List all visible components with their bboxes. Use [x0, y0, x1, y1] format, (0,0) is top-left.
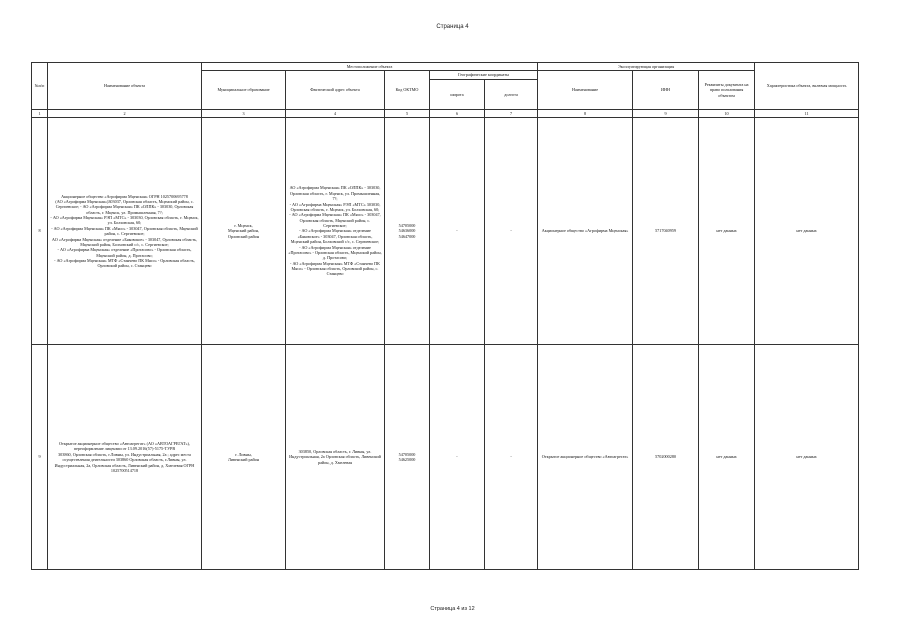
cell-municipality: г. Ливны, Ливенский район [202, 345, 286, 570]
col-header-oktmo: Код ОКТМО [385, 71, 430, 109]
col-number-6: 6 [430, 109, 485, 117]
cell-inn: 5717040959 [633, 118, 699, 345]
col-header-longitude: долгота [485, 79, 538, 109]
col-header-municipality: Муниципальное образование [202, 71, 286, 109]
col-number-11: 11 [755, 109, 859, 117]
cell-org-name: Открытое акционерное общество «Автоагрегат» [538, 345, 633, 570]
col-number-5: 5 [385, 109, 430, 117]
col-number-2: 2 [48, 109, 202, 117]
cell-org-name: Акционерное общество «Агрофирма Мценская» [538, 118, 633, 345]
table-row [32, 118, 859, 345]
page-header: Страница 4 [436, 24, 469, 30]
col-header-address: Фактический адрес объекта [286, 71, 385, 109]
group-header-location: Местоположение объекта [202, 63, 538, 71]
col-header-props: Реквизиты документа на право пользования объектом [699, 71, 755, 109]
cell-characteristics: нет данных [755, 118, 859, 345]
col-header-org-name: Наименование [538, 71, 633, 109]
cell-municipality: г. Мценск, Мценский район, Орловский район [202, 118, 286, 345]
col-header-latitude: широта [430, 79, 485, 109]
cell-props: нет данных [699, 118, 755, 345]
cell-object-name: Открытое акционерное общество «Автоагрегат» (АО «АВТОАГРЕГАТ»), переоформление лицензии от 13.09.2016(57)-5175-ТУРВ 303860, Орловская область, г.Ливны, ул. Индустриальная, 2а ; адрес места осуществления деятельности 303860 Орловская область, г.Ливны, ул. Индустриальная, 2а, Орловская область, Ливенский район, д. Хмелевая ОГРН 1025700514718 [48, 345, 202, 570]
cell-object-name: Акционерное общество «Агрофирма Мценская» ОГРН 1025700695778 (АО «Агрофирма Мценская»)303037, Орловская область, Мценский район, с. Сергиевское; - АО «Агрофирма Мценская» ПК «ОЛПК» - 303030, Орловская область, г. Мценск, ул. Промышленная, 7?; - АО «Агрофирма Мценская» РЭП «МТС» - 303030, Орловская область, г. Мценск, ул. Болховская, 60; - АО «Агрофирма Мценская» ПК «Мясо» - 303047, Орловская область, Мценский район, с. Сергиевское; АО «Агрофирма Мценская» отделение «Бяковское» - 303047, Орловская область, Мценский район, Болховский с/с, с. Сергиевское; - АО «Агрофирма Мценская» отделение «Протасово» - Орловская область, Мценский район, д. Протасово; - АО «Агрофирма Мценская» МТФ «Станчево ПК Мясо» - Орловская область, Орловский район, с. Станцево [48, 118, 202, 345]
cell-address: 303850, Орловская область, г. Ливны, ул. Индустриальная, 2а Орловская область, Ливенский район, д. Хмелевая [286, 345, 385, 570]
cell-address: АО «Агрофирма Мценская» ПК «ОЛПК» - 303030, Орловская область, г. Мценск, ул. Промышленная, 7?; - АО «Агрофирма Мценская» РЭП «МТС» 303030, Орловская область, г. Мценск, ул. Болховская, 60; - АО «Агрофирма Мценская» ПК «Мясо» - 303047, Орловская область, Мценский район, с. Сергиевское; - АО «Агрофирма Мценская» отделение «Бяковское» - 303047, Орловская область, Мценский район, Болховский с/с, с. Сергиевское; - АО «Агрофирма Мценская» отделение «Протасово» - Орловская область, Мценский район, д. Протасово; - АО «Агрофирма Мценская» МТФ «Станчево ПК Мясо» - Орловская область, Орловский район, с. Станцево [286, 118, 385, 345]
col-number-3: 3 [202, 109, 286, 117]
cell-latitude: - [430, 118, 485, 345]
col-header-name: Наименование объекта [48, 63, 202, 110]
col-number-9: 9 [633, 109, 699, 117]
col-number-10: 10 [699, 109, 755, 117]
cell-oktmo: 54705000 54625000 [385, 345, 430, 570]
page-footer: Страница 4 из 12 [430, 606, 475, 612]
cell-num: 9 [32, 345, 48, 570]
group-header-geo-coords: Географические координаты [430, 71, 538, 79]
cell-num: 8 [32, 118, 48, 345]
col-header-num: №п/п [32, 63, 48, 110]
col-number-4: 4 [286, 109, 385, 117]
col-header-characteristics: Характеристика объекта, включая мощность [755, 63, 859, 110]
registry-table [31, 62, 859, 570]
col-number-8: 8 [538, 109, 633, 117]
group-header-operator: Эксплуатирующая организация [538, 63, 755, 71]
cell-characteristics: нет данных [755, 345, 859, 570]
cell-oktmo: 54705000 54636000 54647000 [385, 118, 430, 345]
col-header-inn: ИНН [633, 71, 699, 109]
col-number-7: 7 [485, 109, 538, 117]
cell-props: нет данных [699, 345, 755, 570]
cell-inn: 5702000280 [633, 345, 699, 570]
cell-longitude: - [485, 118, 538, 345]
cell-latitude: - [430, 345, 485, 570]
table-row [32, 345, 859, 570]
cell-longitude: - [485, 345, 538, 570]
col-number-1: 1 [32, 109, 48, 117]
